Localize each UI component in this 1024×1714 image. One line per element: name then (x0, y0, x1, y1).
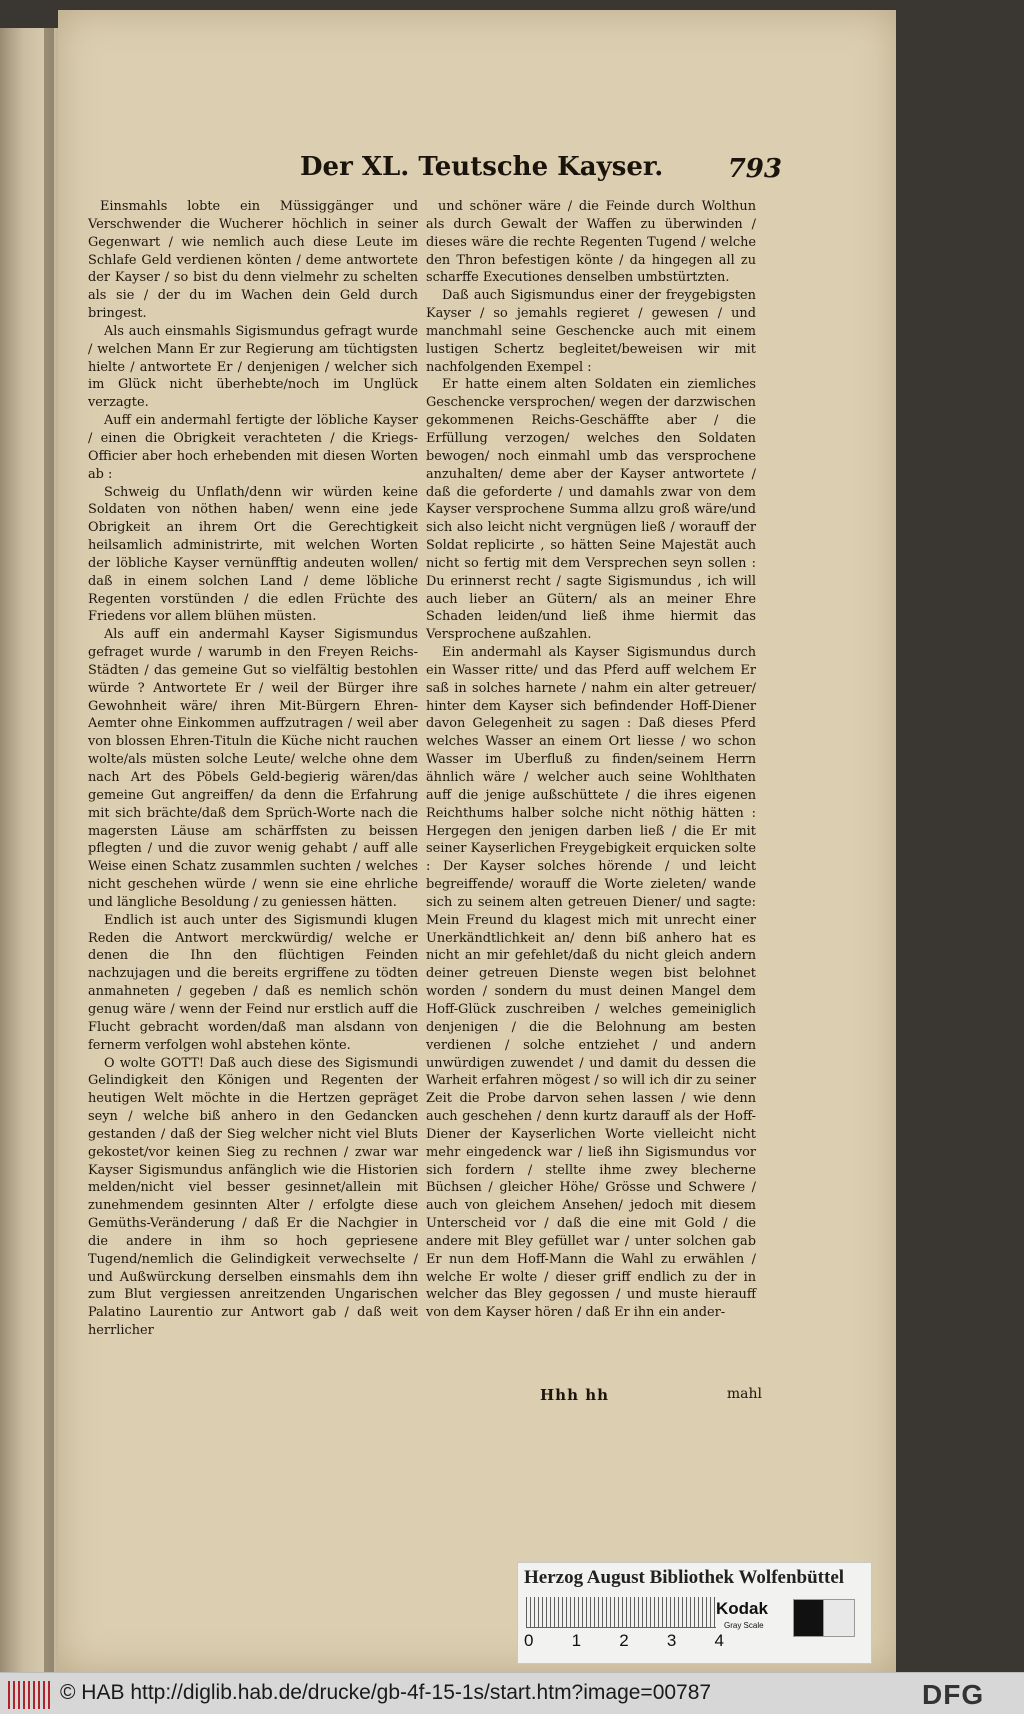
viewer-footer (0, 1672, 1024, 1714)
paragraph: Er hatte einem alten Soldaten ein ziemliches Geschencke versprochen/ wegen der darzwischen gekommenen Reichs-Geschäffte aber / die Erfüllung verzogen/ welches den Soldaten bewogen/ noch einmahl umb das versprochene anzuhalten/ deme aber der Kayser antwortete / daß die geforderte / und damahls zwar von dem Kayser versprochene Summa allzu groß wäre/und sich also leicht nicht vergnügen ließ / worauff der Soldat replicirte , so hätten Seine Majestät auch nicht so fertig mit dem Versprechen seyn sollen : Du erinnerst recht / sagte Sigismundus , ich will auch lieber an Gütern/ als an meiner Ehre Schaden leiden/und ließ ihme hiermit das Versprochene außzahlen. (426, 377, 756, 643)
running-header: Der XL. Teutsche Kayser. (300, 152, 664, 182)
barcode-icon (8, 1681, 50, 1709)
text-column-left (88, 198, 418, 1340)
signature-mark: Hhh hh (540, 1386, 610, 1404)
paragraph: Auff ein andermahl fertigte der löbliche Kayser / einen die Obrigkeit verachteten / die Kriegs-Officier aber hoch erhebenden mit diesen Worten ab : (88, 413, 418, 482)
page-number: 793 (727, 154, 782, 184)
paragraph: Einsmahls lobte ein Müssiggänger und Verschwender die Wucherer höchlich in seiner Gegenwart / wie nemlich auch diese Leute im Schlafe Geld verdienen könten / deme antwortete der Kayser / so bist du denn vielmehr zu schelten als sie / der du im Wachen dein Geld durch bringest. (88, 199, 418, 322)
paragraph: Schweig du Unflath/denn wir würden keine Soldaten von nöthen haben/ wenn eine jede Obrigkeit an ihrem Ort die Gerechtigkeit heilsamlich administrirte, mit welchen Worten der löbliche Kayser vernünfftig andeuten wollen/ daß in einem solchen Land / deme löbliche Regenten vorstünden / die edlen Früchte des Friedens vor allem blühen müsten. (88, 484, 418, 625)
ruler-number: 3 (666, 1631, 677, 1650)
kodak-subtitle: Gray Scale (724, 1621, 764, 1630)
scale-ruler (526, 1597, 716, 1628)
ruler-number: 2 (619, 1631, 629, 1650)
library-color-card (517, 1562, 872, 1664)
text-column-right (426, 198, 756, 1322)
grey-swatch (823, 1599, 855, 1637)
paragraph: Daß auch Sigismundus einer der freygebigsten Kayser / so jemahls regieret / gewesen / und manchmahl seine Geschencke auch mit einem lustigen Schertz begleitet/beweisen wir mit nachfolgenden Exempel : (426, 288, 756, 375)
paragraph: und schöner wäre / die Feinde durch Wolthun als durch Gewalt der Waffen zu überwinden / dieses wäre die rechte Regenten Tugend / welche den Thron befestigen könte / da hingegen all zu scharffe Executiones denselben umbstürtzten. (426, 199, 756, 286)
paragraph: O wolte GOTT! Daß auch diese des Sigismundi Gelindigkeit den Königen und Regenten der heutigen Welt möchte in die Hertzen gepräget seyn / welche biß anhero in den Gedancken gestanden / daß der Sieg welcher nicht viel Bluts gekostet/vor keinen Sieg zu rechnen / zwar war Kayser Sigismundus anfänglich wie die Historien melden/nicht viel besser gesinnet/allein mit zunehmendem gesinnten Alter / erfolgte diese Gemüths-Veränderung / daß Er die Nachgier in die andere in ihm so hoch gepriesene Tugend/nemlich die Gelindigkeit verwechselte / und Außwürckung derselben einsmahls dem ihn zum Blut vergiessen anreitzenden Ungarischen Palatino Laurentio zur Antwort gab / daß weit herrlicher (88, 1055, 418, 1339)
paragraph: Als auch einsmahls Sigismundus gefragt wurde / welchen Mann Er zur Regierung am tüchtigsten hielte / antwortete Er / denjenigen / welcher sich im Glück nicht überhebte/noch im Unglück verzagte. (88, 323, 418, 411)
catchword: mahl (726, 1386, 762, 1402)
ruler-numbers (524, 1631, 724, 1655)
black-swatch (793, 1599, 825, 1637)
kodak-logo: Kodak (716, 1599, 768, 1618)
ruler-number: 4 (714, 1631, 724, 1650)
dfg-logo: DFG (922, 1679, 985, 1710)
source-link[interactable]: © HAB http://diglib.hab.de/drucke/gb-4f-15-1s/start.htm?image=00787 (60, 1681, 712, 1704)
ruler-number: 1 (571, 1631, 582, 1650)
ruler-number: 0 (524, 1631, 534, 1650)
paragraph: Als auff ein andermahl Kayser Sigismundus gefraget wurde / warumb in den Freyen Reichs-Städten / das gemeine Gut so vielfältig bestohlen würde ? Antwortete Er / weil der Bürger ihre Gewohnheit wäre/ ihren Mit-Bürgern Ehren-Aemter ohne Einkommen auffzutragen / weil aber von blossen Ehren-Tituln die Küche nicht rauchen wolte/als müsten solche Leute/ welche ohne dem nach Art des Pöbels Geld-begierig wären/das gemeine Gut angreiffen/ da denn die Erfahrung mit sich brächte/daß dem Sprüch-Worte nach die magersten Läuse am schärffsten zu beissen pflegten / und die zuvor wenig gehabt / auff alle Weise einen Schatz zusammlen suchten / welches nicht geschehen würde / wenn sie eine ehrliche und längliche Besoldung / zu geniessen hätten. (88, 627, 418, 910)
paragraph: Ein andermahl als Kayser Sigismundus durch ein Wasser ritte/ und das Pferd auff welchem Er saß in solches harnete / nahm ein alter getreuer/ hinter dem Kayser sich befindender Hoff-Diener davon Gelegenheit zu sagen : Daß dieses Pferd welches Wasser an einem Ort liesse / wo schon Wasser im Uberfluß zu finden/seinem Herrn ähnlich wäre / welcher auch seine Wohlthaten auff die jenige außschüttete / die ihres eigenen Reichthums halber solche nicht nöthig hätten : Hergegen den jenigen darben ließ / die Er mit seiner Kayserlichen Freygebigkeit erquicken solte : Der Kayser solches hörende / und leicht begreiffende/ worauff die Worte zieleten/ wande sich zu seinem alten getreuen Diener/ und sagte: Mein Freund du klagest mich mit unrecht einer Unerkändtlichkeit an/ denn biß anhero hat es nicht an mir gefehlet/daß du nicht gleich andern deiner getreuen Dienste wegen bist belohnet worden / sondern du must deinen Mangel dem Hoff-Glück zuschreiben / welches gemeiniglich denjenigen / die die Belohnung am besten verdienen / solche entziehet / und andern unwürdigen zuwendet / und damit du dessen die Warheit erfahren mögest / so will ich dir zu seiner Zeit die Probe darvon sehen lassen / wie denn auch geschehen / denn kurtz darauff als der Hoff-Diener der Kayserlichen Worte vielleicht nicht mehr eingedenck war / ließ ihn Sigismundus vor sich fordern / stellte ihme zwey blecherne Büchsen / gleicher Höhe/ Grösse und Schwere / auch von gleichem Ansehen/ jedoch mit diesem Unterscheid vor / daß die eine mit Gold / die andere mit Bley gefüllet war / unter solchen gab Er nun dem Hoff-Mann die Wahl zu erwählen / welche Er wolte / dieser griff endlich zu der in welcher das Bley gegossen / und muste hierauff von dem Kayser hören / daß Er ihn ein ander- (426, 645, 756, 1321)
paragraph: Endlich ist auch unter des Sigismundi klugen Reden die Antwort merckwürdig/ welche er denen die Ihn den flüchtigen Feinden nachzujagen und die bereits ergriffene zu tödten anmahneten / gegeben / daß es nemlich schön genug wäre / wenn der Feind nur erstlich auff die Flucht gebracht worden/daß man alsdann von fernerm verfolgen wohl abstehen könte. (88, 912, 418, 1053)
library-name: Herzog August Bibliothek Wolfenbüttel (524, 1567, 845, 1588)
binding-shadow (44, 28, 54, 1672)
